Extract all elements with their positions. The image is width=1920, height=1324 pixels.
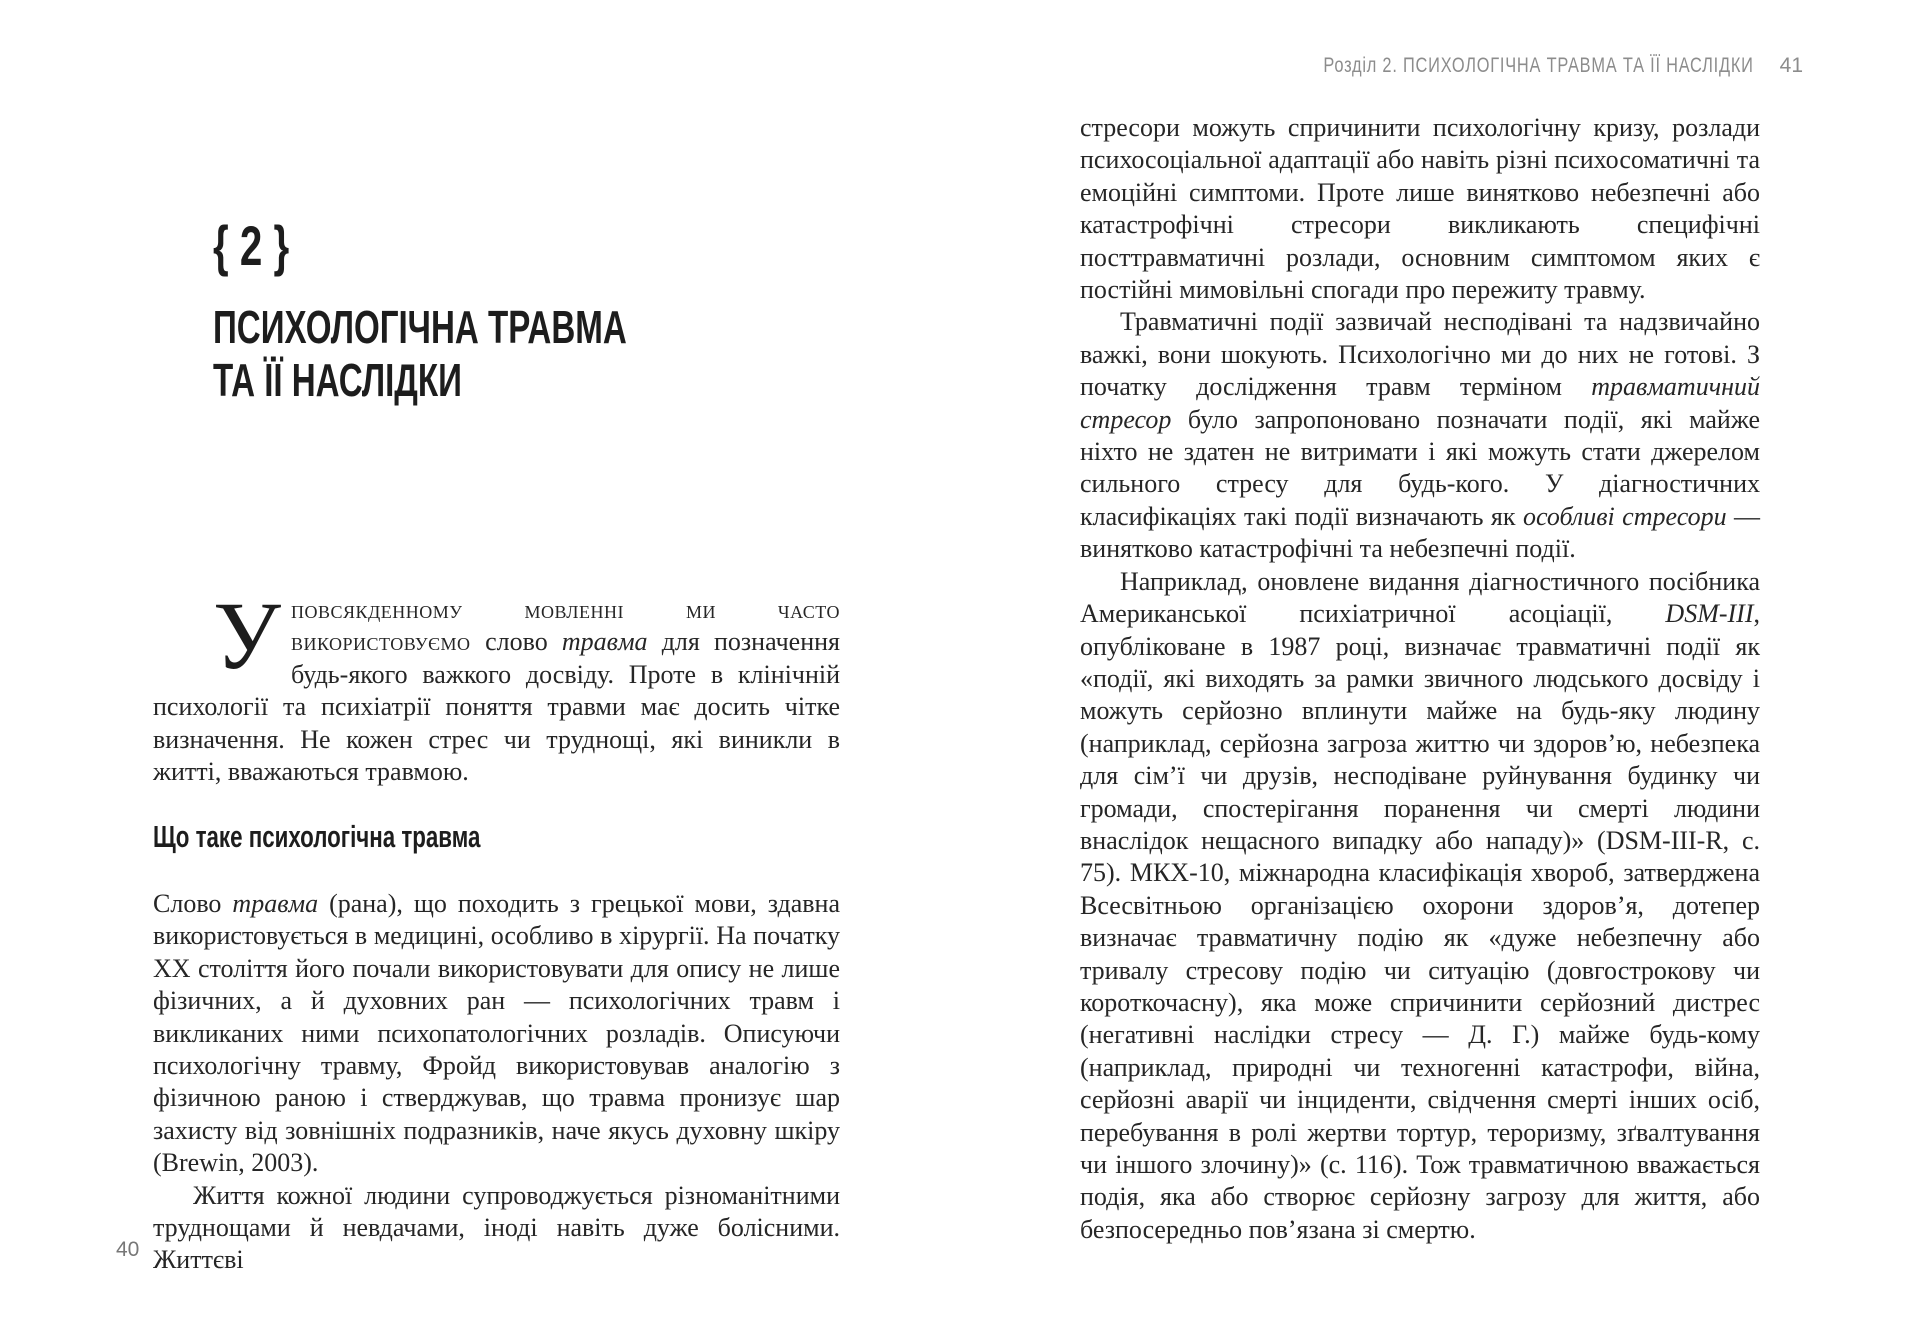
paragraph: стресори можуть спричинити психологічну кризу, розлади психосоціальної адаптації або навіть різні психосоматичні та емоційні симптоми. Проте лише винятково небезпечні або катастрофічні стресори викликають специфічні посттравматичні розлади, основним симптомом яких є постійні мимовільні спогади про пережиту травму. [1080, 113, 1760, 305]
running-header [1080, 54, 1803, 78]
intro-text: повсякденному мовленні ми часто використовуємо слово травма для позначення будь-якого важкого досвіду. Проте в клінічній психології та психіатрії поняття травми має досить чітке визначення. Не кожен стрес чи труднощі, які виникли в житті, вважаються травмою. [153, 595, 840, 787]
paragraph: Життя кожної людини супроводжується різноманітними труднощами й невдачами, іноді навіть дуже болісними. Життєві [153, 1180, 840, 1275]
left-body-text [153, 888, 840, 1277]
running-header-text: Розділ 2. ПСИХОЛОГІЧНА ТРАВМА ТА ЇЇ НАСЛІДКИ [1323, 54, 1754, 77]
chapter-title-line1: ПСИХОЛОГІЧНА ТРАВМА [213, 301, 627, 353]
chapter-title-line2: ТА ЇЇ НАСЛІДКИ [213, 354, 462, 406]
paragraph: Травматичні події зазвичай несподівані та надзвичайно важкі, вони шокують. Психологічно ми до них не готові. З початку дослідження травм терміном травматичний стресор було запропоновано позначати події, які майже ніхто не здатен не витримати і які можуть стати джерелом сильного стресу для будь-кого. У діагностичних класифікаціях такі події визначають як особливі стресори — винятково катастрофічні та небезпечні події. [1080, 307, 1761, 564]
page-number-left: 40 [116, 1238, 140, 1261]
right-body-text [1080, 112, 1760, 1246]
left-page [116, 0, 840, 1324]
section-heading: Що таке психологічна травма [153, 819, 481, 854]
page-number-right: 41 [1779, 54, 1803, 77]
paragraph: Наприклад, оновлене видання діагностичного посібника Американської психіатричної асоціації, DSM-III, опубліковане в 1987 році, визначає травматичні події як «події, які виходять за рамки звичного людського досвіду і можуть серйозно вплинути майже на будь-яку людину (наприклад, серйозна загроза життю чи здоров’ю, небезпека для сім’ї чи друзів, несподіване руйнування будинку чи громади, спостерігання поранення чи смерті людини внаслідок нещасного випадку або нападу)» (DSM-III-R, с. 75). МКХ-10, міжнародна класифікація хвороб, затверджена Всесвітньою організацією охорони здоров’я, дотепер визначає травматичну подію як «дуже небезпечну або тривалу стресову подію чи ситуацію (довгострокову чи короткочасну), яка може спричинити серйозний дистрес (негативні наслідки стресу — Д. Г.) майже будь-кому (наприклад, природні чи техногенні катастрофи, війна, серйозні аварії чи інциденти, свідчення смерті інших осіб, перебування в ролі жертви тортур, тероризму, зґвалтування чи іншого злочину)» (с. 116). Тож травматичною вважається подія, яка або створює серйозну загрозу для життя, або безпосередньо пов’язана зі смертю. [1080, 566, 1760, 1244]
dropcap: У [213, 582, 281, 689]
right-page [1080, 0, 1803, 1324]
chapter-title [213, 301, 627, 407]
chapter-number: { 2 } [213, 214, 290, 277]
intro-paragraph [153, 582, 840, 788]
paragraph: Слово травма (рана), що походить з грецької мови, здавна використовується в медицині, особливо в хірургії. На початку ХХ століття його почали використовувати для опису не лише фізичних, а й духовних ран — психологічних травм і викликаних ними психопатологічних розладів. Описуючи психологічну травму, Фройд використовував аналогію з фізичною раною і стверджував, що травма пронизує шар захисту від зовнішніх подразників, наче якусь духовну шкіру (Brewin, 2003). [153, 889, 840, 1178]
